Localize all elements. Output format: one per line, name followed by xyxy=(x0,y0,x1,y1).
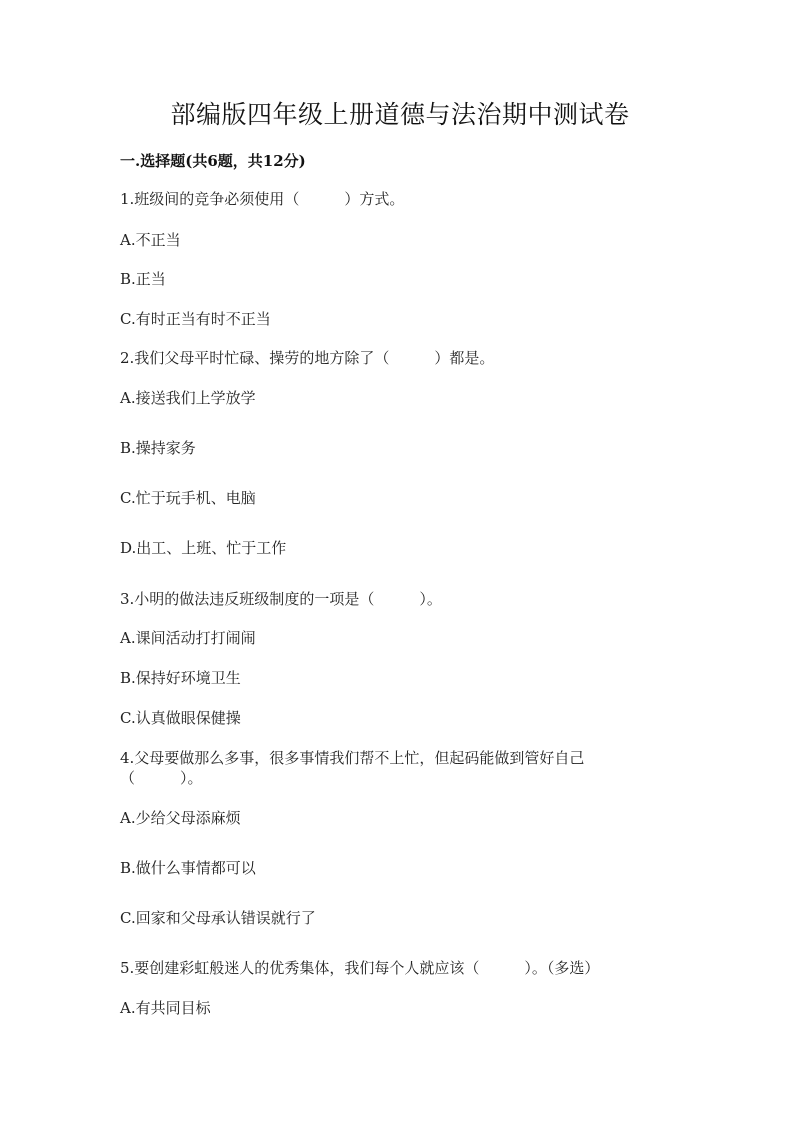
option-c: C.忙于玩手机、电脑 xyxy=(120,489,256,507)
option-b: B.做什么事情都可以 xyxy=(120,859,256,877)
option-a: A.不正当 xyxy=(120,231,181,249)
option-c: C.有时正当有时不正当 xyxy=(120,310,271,328)
question-stem: 3.小明的做法违反班级制度的一项是（ ）。 xyxy=(120,590,442,608)
question-stem-continued: （ ）。 xyxy=(120,769,203,787)
question-stem: 1.班级间的竞争必须使用（ ）方式。 xyxy=(120,190,405,208)
option-d: D.出工、上班、忙于工作 xyxy=(120,539,287,557)
page-title: 部编版四年级上册道德与法治期中测试卷 xyxy=(170,100,630,129)
question-stem: 4.父母要做那么多事，很多事情我们帮不上忙，但起码能做到管好自己 xyxy=(120,749,585,767)
option-c: C.回家和父母承认错误就行了 xyxy=(120,909,316,927)
option-a: A.课间活动打打闹闹 xyxy=(120,629,256,647)
option-a: A.接送我们上学放学 xyxy=(120,389,256,407)
option-b: B.操持家务 xyxy=(120,439,196,457)
option-b: B.正当 xyxy=(120,270,166,288)
option-b: B.保持好环境卫生 xyxy=(120,669,241,687)
question-stem: 2.我们父母平时忙碌、操劳的地方除了（ ）都是。 xyxy=(120,349,495,367)
option-a: A.少给父母添麻烦 xyxy=(120,809,241,827)
question-stem: 5.要创建彩虹般迷人的优秀集体，我们每个人就应该（ ）。（多选） xyxy=(120,959,600,977)
option-c: C.认真做眼保健操 xyxy=(120,709,241,727)
option-a: A.有共同目标 xyxy=(120,999,211,1017)
section-heading: 一.选择题(共6题，共12分) xyxy=(120,152,306,170)
